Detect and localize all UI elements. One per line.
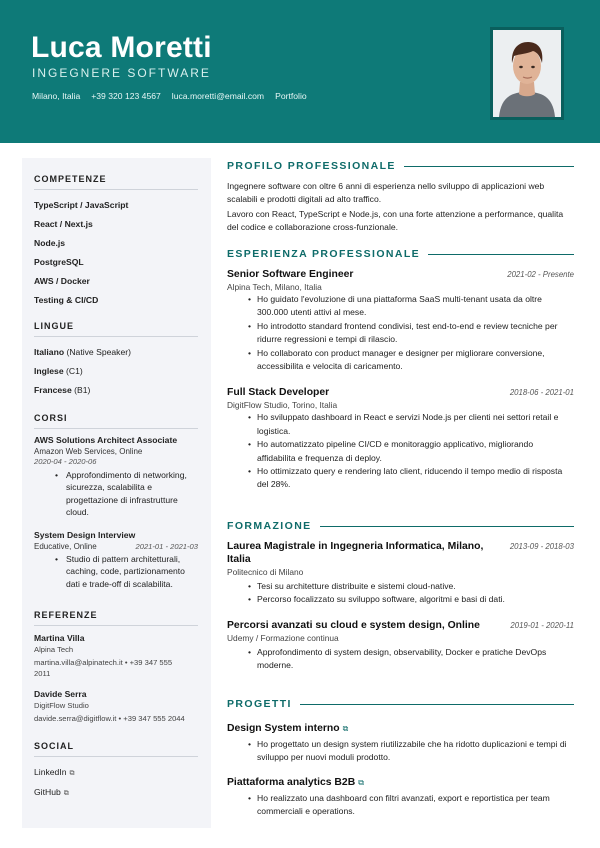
social-label: LinkedIn xyxy=(34,767,67,777)
job-title: Senior Software Engineer xyxy=(227,269,354,280)
course-entry xyxy=(34,530,198,590)
job-date: 2018-06 - 2021-01 xyxy=(509,388,574,398)
profile-photo xyxy=(490,27,564,120)
courses-section xyxy=(34,413,198,590)
education-header xyxy=(227,619,574,632)
job-bullet: • Ho introdotto standard frontend condivisi, test end-to-end e review tecniche per ridurre regressioni e tempi di rilascio. xyxy=(257,320,574,347)
job-bullet: • Ho guidato l'evoluzione di una piattaforma SaaS multi-tenant usata da oltre 300.000 utenti attivi al mese. xyxy=(257,293,574,320)
language-item xyxy=(34,343,198,362)
phone-text: +39 320 123 4567 xyxy=(91,91,161,101)
skills-heading: COMPETENZE xyxy=(34,174,198,190)
job-date: 2021-02 - Presente xyxy=(507,270,574,279)
education-header xyxy=(227,540,574,566)
project-entry xyxy=(227,718,574,765)
language-item xyxy=(34,381,198,400)
heading-rule xyxy=(300,704,574,705)
project-bullet: • Ho realizzato una dashboard con filtri avanzati, export e reportistica per team commerciali e operations. xyxy=(257,792,574,819)
project-bullets xyxy=(257,738,574,765)
person-portrait-icon xyxy=(493,30,561,117)
external-link-icon: ⧉ xyxy=(63,790,69,797)
course-meta xyxy=(34,541,198,552)
reference-entry xyxy=(34,688,198,724)
course-title: AWS Solutions Architect Associate xyxy=(34,435,178,445)
reference-contact: martina.villa@alpinatech.it • +39 347 555 xyxy=(34,658,173,667)
reference-contact: davide.serra@digitflow.it • +39 347 555 2044 xyxy=(34,714,185,723)
skill-item: TypeScript / JavaScript xyxy=(34,200,129,210)
language-item xyxy=(34,362,198,381)
job-org: DigitFlow Studio, Torino, Italia xyxy=(227,400,338,411)
degree-title: Percorsi avanzati su cloud e system design, Online xyxy=(227,619,480,631)
heading-rule xyxy=(320,526,574,527)
project-bullet: • Ho progettato un design system riutilizzabile che ha ridotto duplicazioni e tempi di sviluppo per nuovi moduli prodotto. xyxy=(257,738,574,765)
projects-section xyxy=(227,697,574,819)
social-link-github[interactable] xyxy=(34,783,198,803)
language-level: (B1) xyxy=(74,385,91,395)
course-date: 2021-01 - 2021-03 xyxy=(135,542,198,552)
job-bullet: • Ho collaborato con product manager e designer per migliorare conversione, accessibilita e velocita di caricamento. xyxy=(257,347,574,374)
degree-title: Laurea Magistrale in Ingegneria Informatica, Milano, Italia xyxy=(227,541,484,565)
section-title: PROGETTI xyxy=(227,698,292,710)
job-entry xyxy=(227,268,574,373)
portfolio-link[interactable]: Portfolio xyxy=(275,91,307,101)
heading-rule xyxy=(404,166,574,167)
course-bullet: • Approfondimento di networking, sicurezza, scalabilita e progettazione di infrastrutture cloud. xyxy=(58,469,198,518)
course-date: 2020-04 - 2020-06 xyxy=(34,457,97,466)
job-header xyxy=(227,268,574,281)
languages-section xyxy=(34,321,198,400)
languages-heading: LINGUE xyxy=(34,321,198,337)
language-level: (C1) xyxy=(66,366,83,376)
job-header xyxy=(227,386,574,399)
course-org: Educative, Online xyxy=(34,542,97,552)
course-bullets xyxy=(58,469,198,518)
references-heading: REFERENZE xyxy=(34,610,198,626)
course-title: System Design Interview xyxy=(34,530,136,541)
education-bullets xyxy=(257,646,574,673)
project-title: Design System interno xyxy=(227,723,340,734)
education-org: Politecnico di Milano xyxy=(227,567,304,577)
courses-heading: CORSI xyxy=(34,413,198,429)
education-bullet: • Tesi su architetture distribuite e sistemi cloud-native. xyxy=(257,580,574,593)
reference-name: Davide Serra xyxy=(34,689,87,699)
job-bullet: • Ho automatizzato pipeline CI/CD e monitoraggio applicativo, migliorando affidabilita e frequenza di deploy. xyxy=(257,438,574,465)
language-level: (Native Speaker) xyxy=(66,347,131,357)
skill-item: React / Next.js xyxy=(34,219,93,229)
education-section xyxy=(227,519,574,673)
skill-item: AWS / Docker xyxy=(34,276,90,286)
project-link[interactable] xyxy=(227,718,574,736)
social-section xyxy=(34,741,198,803)
sidebar xyxy=(22,158,211,828)
project-title: Piattaforma analytics B2B xyxy=(227,776,356,788)
job-bullet: • Ho sviluppato dashboard in React e servizi Node.js per clienti nei settori retail e logistica. xyxy=(257,411,574,438)
language-name: Italiano xyxy=(34,347,65,357)
avatar xyxy=(493,30,561,117)
language-name: Inglese xyxy=(34,366,64,376)
job-bullets xyxy=(257,293,574,373)
reference-entry xyxy=(34,632,198,679)
experience-section xyxy=(227,247,574,492)
candidate-title: INGEGNERE SOFTWARE xyxy=(32,66,211,80)
project-entry xyxy=(227,772,574,819)
education-heading xyxy=(227,519,574,533)
language-name: Francese xyxy=(34,385,72,395)
job-entry xyxy=(227,386,574,491)
profile-section xyxy=(227,159,574,234)
project-link[interactable] xyxy=(227,772,574,790)
section-title: PROFILO PROFESSIONALE xyxy=(227,160,396,172)
reference-name: Martina Villa xyxy=(34,633,85,643)
section-title: ESPERIENZA PROFESSIONALE xyxy=(227,248,421,260)
external-link-icon: ⧉ xyxy=(342,724,349,733)
email-link[interactable]: luca.moretti@email.com xyxy=(171,91,265,101)
projects-heading xyxy=(227,697,574,711)
education-entry xyxy=(227,540,574,607)
course-bullet: • Studio di pattern architetturali, caching, code, partizionamento dati e trade-off di scalabilita. xyxy=(58,553,198,590)
education-org: Udemy / Formazione continua xyxy=(227,632,339,643)
education-bullet: • Percorso focalizzato su sviluppo software, algoritmi e basi di dati. xyxy=(257,593,574,606)
job-bullets xyxy=(257,411,574,491)
reference-contact-cont: 2011 xyxy=(34,669,51,678)
candidate-name: Luca Moretti xyxy=(31,31,212,64)
profile-paragraph: Lavoro con React, TypeScript e Node.js, con una forte attenzione a performance, qualita del codice e collaborazione cross-funzionale. xyxy=(227,209,564,232)
social-label: GitHub xyxy=(34,787,61,797)
external-link-icon: ⧉ xyxy=(69,770,75,777)
external-link-icon: ⧉ xyxy=(358,777,364,787)
resume-header xyxy=(0,0,600,143)
education-bullet: • Approfondimento di system design, observability, Docker e pratiche DevOps moderne. xyxy=(257,646,574,673)
course-org: Amazon Web Services, Online xyxy=(34,447,143,456)
course-entry xyxy=(34,435,198,518)
skill-item: PostgreSQL xyxy=(34,257,84,267)
skill-item: Testing & CI/CD xyxy=(34,295,99,305)
location-text: Milano, Italia xyxy=(32,91,81,101)
reference-org: DigitFlow Studio xyxy=(34,701,89,710)
education-date: 2019-01 - 2020-11 xyxy=(510,620,574,630)
education-date: 2013-09 - 2018-03 xyxy=(509,542,574,551)
job-title: Full Stack Developer xyxy=(227,387,330,399)
social-heading: SOCIAL xyxy=(34,741,198,757)
education-bullets xyxy=(257,580,574,607)
job-org: Alpina Tech, Milano, Italia xyxy=(227,282,322,292)
skills-section xyxy=(34,174,198,310)
reference-org: Alpina Tech xyxy=(34,645,74,654)
references-section xyxy=(34,610,198,724)
education-entry xyxy=(227,619,574,673)
social-link-linkedin[interactable] xyxy=(34,763,198,783)
job-bullet: • Ho ottimizzato query e rendering lato client, riducendo il tempo medio di risposta del 28%. xyxy=(257,465,574,492)
course-bullets xyxy=(58,553,198,590)
profile-paragraph: Ingegnere software con oltre 6 anni di esperienza nello sviluppo di applicazioni web scalabili e prodotti digitali ad alto traffico. xyxy=(227,181,545,204)
skill-item: Node.js xyxy=(34,238,66,248)
heading-rule xyxy=(428,254,574,255)
profile-heading xyxy=(227,159,574,173)
contact-bar xyxy=(32,91,307,102)
section-title: FORMAZIONE xyxy=(227,520,312,532)
experience-heading xyxy=(227,247,574,261)
project-bullets xyxy=(257,792,574,819)
